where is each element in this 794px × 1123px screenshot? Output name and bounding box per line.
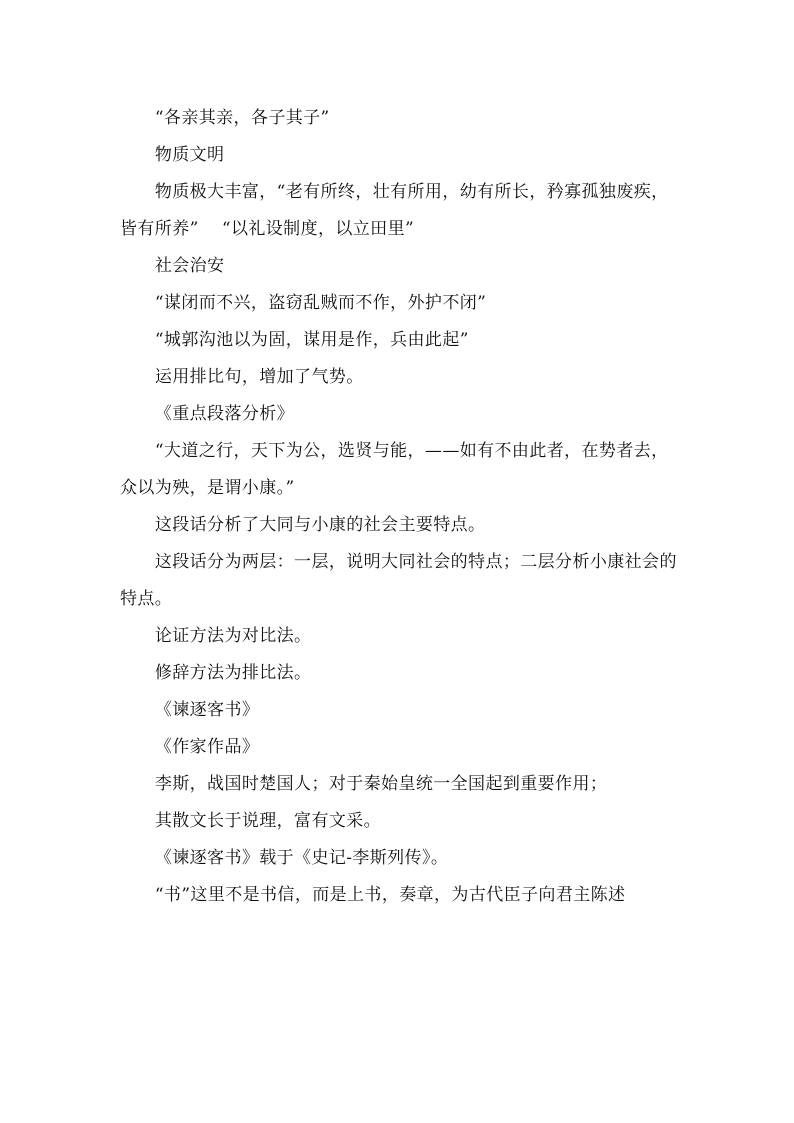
- paragraph-li-si-intro: 李斯，战国时楚国人；对于秦始皇统一全国起到重要作用；: [154, 774, 608, 794]
- paragraph-material-abundance: 物质极大丰富，“老有所终，壮有所用，幼有所长，矜寡孤独废疾，皆有所养” “以礼设制度，以立田里”: [120, 182, 669, 239]
- heading-author-works: 《作家作品》: [154, 737, 260, 757]
- paragraph-quote-city-walls: “城郭沟池以为固，谋用是作，兵由此起”: [154, 330, 469, 350]
- paragraph-parallelism-note: 运用排比句，增加了气势。: [154, 367, 364, 387]
- paragraph-key-passage: “大道之行，天下为公，选贤与能，——如有不由此者，在势者去，众以为殃，是谓小康。”: [120, 441, 669, 498]
- paragraph-two-layers: 这段话分为两层：一层，说明大同社会的特点；二层分析小康社会的特点。: [120, 552, 677, 609]
- heading-jian-zhu-ke-shu: 《谏逐客书》: [154, 700, 260, 720]
- heading-key-paragraph-analysis: 《重点段落分析》: [154, 404, 295, 424]
- paragraph-rhetoric-method: 修辞方法为排比法。: [154, 663, 312, 683]
- heading-material-civilization: 物质文明: [154, 145, 225, 165]
- paragraph-argument-method: 论证方法为对比法。: [154, 626, 312, 646]
- paragraph-analysis-summary: 这段话分析了大同与小康的社会主要特点。: [154, 515, 486, 535]
- heading-social-order: 社会治安: [154, 256, 225, 276]
- paragraph-source-record: 《谏逐客书》载于《史记-李斯列传》。: [154, 848, 449, 868]
- paragraph-shu-meaning: “书”这里不是书信，而是上书，奏章，为古代臣子向君主陈述: [154, 885, 626, 905]
- document-body: [120, 100, 680, 914]
- paragraph-prose-style: 其散文长于说理，富有文采。: [154, 811, 382, 831]
- paragraph-quote-family: “各亲其亲，各子其子”: [154, 108, 330, 128]
- paragraph-quote-plots: “谋闭而不兴，盗窃乱贼而不作，外护不闭”: [154, 293, 487, 313]
